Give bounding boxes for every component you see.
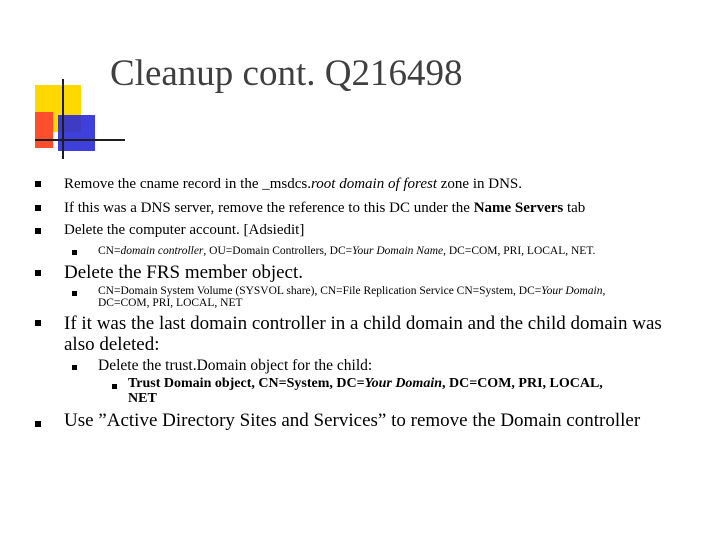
cname-text: Remove the cname record in the _msdcs. xyxy=(64,176,312,192)
cname-em: root domain of forest xyxy=(311,176,437,192)
dn-part-em: domain controller xyxy=(120,245,204,257)
decor-vertical-line xyxy=(62,79,64,159)
dns-tail: tab xyxy=(563,200,586,216)
sub-bullet-square-icon xyxy=(72,250,77,255)
bullet-cname xyxy=(64,176,522,193)
dns-text: If this was a DNS server, remove the reference to this DC under the xyxy=(64,200,474,216)
trust-dn-text: Trust Domain object, CN=System, DC= xyxy=(128,376,365,391)
bullet-frs-member: Delete the FRS member object. xyxy=(64,262,304,283)
frs-dn-text: CN=Domain System Volume (SYSVOL share), CN=File Replication Service CN=System, DC= xyxy=(98,285,542,297)
dns-bold: Name Servers xyxy=(473,200,564,216)
dn-part-em: Your Domain Name xyxy=(352,245,444,257)
bullet-square-icon xyxy=(35,205,41,211)
bullet-square-icon xyxy=(35,421,41,427)
bullet-computer-account: Delete the computer account. [Adsiedit] xyxy=(64,222,305,238)
bullet-square-icon xyxy=(35,320,41,326)
dn-part: , DC=COM, PRI, LOCAL, NET. xyxy=(443,245,596,257)
sub-bullet-frs-dn-line2: DC=COM, PRI, LOCAL, NET xyxy=(98,297,243,309)
frs-dn-tail: , xyxy=(602,285,606,297)
trust-dn-em: Your Domain xyxy=(364,376,442,391)
bullet-square-icon xyxy=(35,228,41,234)
dn-part: , OU=Domain Controllers, DC= xyxy=(203,245,353,257)
sub-bullet-trust: Delete the trust.Domain object for the child: xyxy=(98,357,373,374)
sub-bullet-square-icon xyxy=(72,365,77,370)
decor-red-square xyxy=(35,112,53,148)
bullet-square-icon xyxy=(35,270,41,276)
trust-dn-tail: , DC=COM, PRI, LOCAL, xyxy=(442,376,603,391)
cname-tail: zone in DNS. xyxy=(437,176,522,192)
dn-part: CN= xyxy=(98,245,121,257)
sub-bullet-computer-dn xyxy=(98,245,595,257)
sub-sub-bullet-trust-dn-line2: NET xyxy=(128,391,157,406)
bullet-last-dc-line1: If it was the last domain controller in a child domain and the child domain was xyxy=(64,313,662,334)
sub-bullet-square-icon xyxy=(72,291,77,296)
sub-bullet-frs-dn-line1 xyxy=(98,285,605,297)
slide-title: Cleanup cont. Q216498 xyxy=(110,53,463,94)
sub-sub-bullet-trust-dn-line1 xyxy=(128,376,603,392)
sub-sub-bullet-square-icon xyxy=(112,384,117,389)
bullet-last-dc-line2: also deleted: xyxy=(64,334,160,355)
frs-dn-em: Your Domain xyxy=(541,285,603,297)
bullet-sites-services: Use ”Active Directory Sites and Services” to remove the Domain controller xyxy=(64,410,641,431)
bullet-dns-server xyxy=(64,200,585,217)
decor-horizontal-line xyxy=(35,139,125,141)
bullet-square-icon xyxy=(35,181,41,187)
